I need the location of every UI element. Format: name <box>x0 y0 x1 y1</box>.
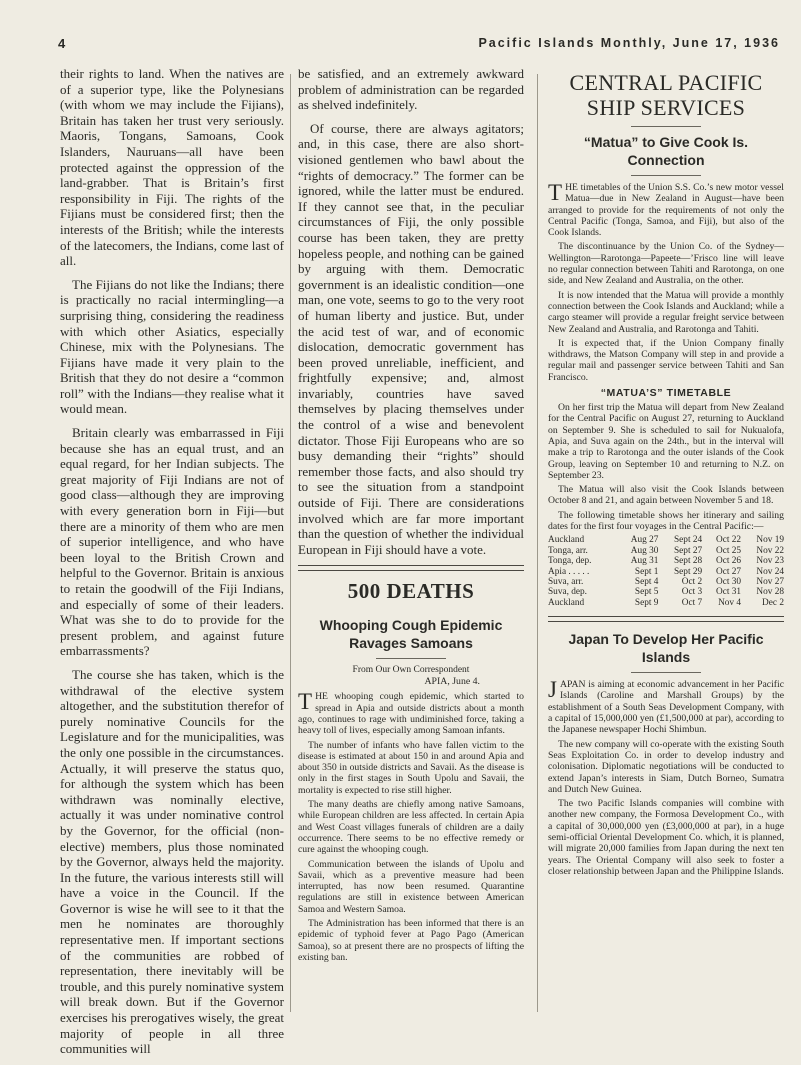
article-paragraph: The discontinuance by the Union Co. of the Sydney—Wellington—Rarotonga—Papeete—’Frisco line will leave no regular connection between Tahiti and Rarotonga, on one side, and New Zealand and Australia, on the other. <box>548 241 784 287</box>
short-rule <box>631 126 701 127</box>
timetable-row <box>548 567 784 577</box>
article-paragraph: On her first trip the Matua will depart from New Zealand for the Central Pacific on August 27, returning to Auckland on September 9. She is scheduled to sail for Nukualofa, Apia, and Suva again on the 24th., but in the interval will make a trip to Rarotonga and the outer islands of the Cook Group, leaving on September 10 and returning to N.Z. on September 23. <box>548 402 784 481</box>
timetable-port: Tonga, arr. <box>548 545 588 556</box>
short-rule <box>376 658 446 659</box>
section-rule <box>298 565 524 571</box>
whooping-cough-title: Whooping Cough Epidemic Ravages Samoans <box>319 617 503 652</box>
matua-heading: “Matua” to Give Cook Is. Connection <box>583 134 749 168</box>
deaths-headline: 500 DEATHS <box>347 579 475 604</box>
article-paragraph: JAPAN is aiming at economic advancement in her Pacific Islands (Caroline and Marshall Groups) by the establishment of a South Seas Development Company, with a capital of 15,000,000 yen (£1,500,000 at par), according to the Japanese newspaper Hochi Shimbun. <box>548 677 784 736</box>
sailing-timetable <box>548 535 784 608</box>
timetable-heading: “MATUA’S” TIMETABLE <box>600 387 732 400</box>
article-paragraph: The following timetable shows her itinerary and sailing dates for the first four voyages in the Central Pacific:— <box>548 509 784 533</box>
page-number: 4 <box>58 36 66 51</box>
timetable-date: Oct 3 <box>681 587 703 598</box>
timetable-date: Nov 23 <box>756 556 784 567</box>
timetable-date: Aug 31 <box>630 556 659 567</box>
timetable-port: Auckland <box>548 597 585 608</box>
timetable-date: Dec 2 <box>762 597 784 608</box>
heading-line: SHIP SERVICES <box>586 95 746 120</box>
dateline: APIA, June 4. <box>424 676 480 688</box>
article-paragraph: The new company will co-operate with the existing South Seas Exploitation Co. in order to develop industry and colonisation. Diplomatic negotiations will be conducted to extend Japan’s interests in Siam, Dutch Borneo, Sumatra and Dutch New Guinea. <box>548 738 784 795</box>
article-paragraph: The many deaths are chiefly among native Samoans, while European children are less affected. In certain Apia and West Coast villages funerals of children are a daily occurrence. There seems to be no effective remedy or cure against the whooping cough. <box>298 799 524 856</box>
article-paragraph: THE whooping cough epidemic, which started to spread in Apia and outside districts about a month ago, continues to rage with undiminished force, taking a heavy toll of lives, especially among Samoan infants. <box>298 689 524 737</box>
paragraph: The Fijians do not like the Indians; there is practically no racial intermingling—a surprising thing, considering the readiness with which other Asiatics, especially Chinese, mix with the Polynesians. The Fijians have made it very plain to the British that they do not desire a “common roll” with the Indians—they realise what it would mean. <box>60 276 284 417</box>
timetable-date: Sept 5 <box>634 587 659 598</box>
short-rule <box>631 175 701 176</box>
paragraph: The course she has taken, which is the withdrawal of the elective system altogether, and the substitution therefor of purely nominative Councils for the Legislature and for the municipalities, was the only one possible in the circumstances. Actually, it will preserve the status quo, for although the system which has been withdrawn was nominally elective, actually it was under nominative control by the Governor, for the official (non-elective) members, plus those nominated by the Governor, always held the majority. In the future, the various interests still will have a voice in the Council. If the Governor is wise he will see to it that the men he nominates are thoroughly representative men. If important sections of the communities are robbed of representation, there inevitably will be trouble, and this purely nominative system will break down. But if the Governor exercises his prerogatives wisely, the great majority of people in all three communities will <box>60 666 284 1057</box>
timetable-date: Sept 9 <box>634 597 659 608</box>
timetable-date: Aug 30 <box>630 545 659 556</box>
paragraph: Britain clearly was embarrassed in Fiji because she has an equal trust, and an equal regard, for her Indian subjects. The great majority of Fiji Indians are not of good class—although they are improving with every generation born in Fiji—but there are a minority of them who are men of superior intelligence, and who have been loyal to the British Crown and helpful to the Governor. Britain is anxious to retain the goodwill of the Fiji Indians, and especially of some of their leaders. What was she to do to provide for the present problem, and against future embarrassments? <box>60 425 284 659</box>
timetable-date: Oct 25 <box>716 545 742 556</box>
article-paragraph: It is now intended that the Matua will provide a monthly connection between the Cook Islands and Auckland; while a cargo steamer will provide a regular freight service between New Zealand and Australia, and Rarotonga and Tahiti. <box>548 289 784 335</box>
japan-heading: Japan To Develop Her Pacific Islands <box>568 631 764 666</box>
timetable-date: Nov 28 <box>756 587 784 598</box>
timetable-date: Oct 27 <box>716 566 742 577</box>
timetable-row <box>548 546 784 556</box>
timetable-date: Sept 28 <box>674 556 703 567</box>
timetable-port: Tonga, dep. <box>548 556 592 567</box>
article-paragraph: It is expected that, if the Union Company finally withdraws, the Matson Company will step in and provide a regular mail and passenger service between Tahiti and San Francisco. <box>548 337 784 383</box>
timetable-port: Apia . . . . . <box>548 566 590 577</box>
timetable-date: Oct 2 <box>681 576 703 587</box>
article-paragraph: The Matua will also visit the Cook Islands between October 8 and 21, and again between November 5 and 18. <box>548 484 784 507</box>
paragraph: Of course, there are always agitators; and, in this case, there are also short-visioned gentlemen who bawl about the “rights of democracy.” The former can be ignored, while the latter must be endured. If they cannot see that, in the peculiar circumstances of Fiji, the only possible course has been taken, they are pretty hopeless people, and nothing can be gained by arguing with them. Democratic government is an idealistic condition—one man, one vote, seems to go to the very root of human liberty and justice. But, under the acid test of war, and of economic dislocation, democratic government has been proved unreliable, inefficient, and frightfully expensive; and, almost invariably, countries have saved themselves by placing themselves under the control of a wise and benevolent dictator. Those Fiji Europeans who are so busy demanding their “rights” should remember those facts, and also should try to see the situation from a standpoint outside of Fiji. There are considerations involved which are far more important than the question of whether the individual European in Fiji should have a vote. <box>298 120 524 557</box>
article-paragraph: The number of infants who have fallen victim to the disease is estimated at about 150 in and around Apia and about 350 in outside districts and Savaii. As the disease is only in the first stages in South Upolu and Savaii, the mortality is expected to rise still higher. <box>298 739 524 796</box>
timetable-port: Suva, dep. <box>548 587 587 598</box>
timetable-row <box>548 577 784 587</box>
column-two <box>298 66 524 966</box>
column-three <box>548 66 784 880</box>
heading-line: CENTRAL PACIFIC <box>569 70 763 95</box>
article-paragraph: The two Pacific Islands companies will combine with another new company, the Formosa Development Co., with a capital of 30,000,000 yen (£3,000,000 at par), in a huge semi-official Oriental Development Co. which, it is planned, will migrate 20,000 families from Japan during the next ten years. The Oriental Company will also seek to foster a closer relationship between Japan and the Philippine Islands. <box>548 798 784 877</box>
timetable-date: Oct 22 <box>716 535 742 546</box>
article-paragraph: THE timetables of the Union S.S. Co.’s new motor vessel Matua—due in New Zealand in August—have been arranged to provide for the requirements of not only the Central Pacific (Tonga, Samoa, and Fiji), but also of the Cook Islands. <box>548 180 784 239</box>
timetable-date: Sept 4 <box>634 576 659 587</box>
paragraph: be satisfied, and an extremely awkward problem of administration can be regarded as shelved indefinitely. <box>298 66 524 113</box>
short-rule <box>631 672 701 673</box>
timetable-date: Nov 27 <box>756 576 784 587</box>
timetable-date: Sept 27 <box>674 545 703 556</box>
timetable-date: Sept 24 <box>674 535 703 546</box>
paragraph: their rights to land. When the natives are of a superior type, like the Polynesians (with whom we may include the Fijians), Britain has taken her trust very seriously. Maoris, Tongans, Samoans, Cook Islanders, Nauruans—all have been protected against the oppression of the land-grabber. That is Britain’s first responsibility in Fiji. The rights of the Fijians must be considered first; then the interests of the British; while the interests of the latecomers, the Indians, come last of all. <box>60 66 284 269</box>
timetable-row <box>548 556 784 566</box>
timetable-row <box>548 587 784 597</box>
timetable-date: Nov 4 <box>718 597 742 608</box>
article-paragraph: Communication between the islands of Upolu and Savaii, which as a preventive measure had been interrupted, has now been resumed. Quarantine regulations are still in existence between American Samoa and Western Samoa. <box>298 858 524 915</box>
article-paragraph: The Administration has been informed that there is an epidemic of typhoid fever at Pago Pago (American Samoa), so at present there are no prospects of lifting the existing ban. <box>298 918 524 963</box>
central-pacific-heading <box>548 70 784 120</box>
publication-title: Pacific Islands Monthly, June 17, 1936 <box>478 36 780 50</box>
timetable-port: Auckland <box>548 535 585 546</box>
timetable-port: Suva, arr. <box>548 576 584 587</box>
timetable-date: Sept 1 <box>634 566 659 577</box>
timetable-date: Oct 26 <box>716 556 742 567</box>
column-one <box>60 66 284 1065</box>
timetable-row <box>548 598 784 608</box>
timetable-date: Nov 19 <box>756 535 784 546</box>
timetable-date: Oct 7 <box>681 597 703 608</box>
timetable-date: Sept 29 <box>674 566 703 577</box>
section-rule <box>548 616 784 622</box>
timetable-date: Nov 24 <box>756 566 784 577</box>
column-divider <box>537 74 538 1012</box>
timetable-date: Oct 31 <box>716 587 742 598</box>
correspondent-line: From Our Own Correspondent <box>352 665 470 676</box>
timetable-date: Aug 27 <box>630 535 659 546</box>
column-divider <box>290 74 291 1012</box>
page-header <box>58 36 780 56</box>
timetable-date: Oct 30 <box>716 576 742 587</box>
timetable-date: Nov 22 <box>756 545 784 556</box>
timetable-row <box>548 535 784 545</box>
